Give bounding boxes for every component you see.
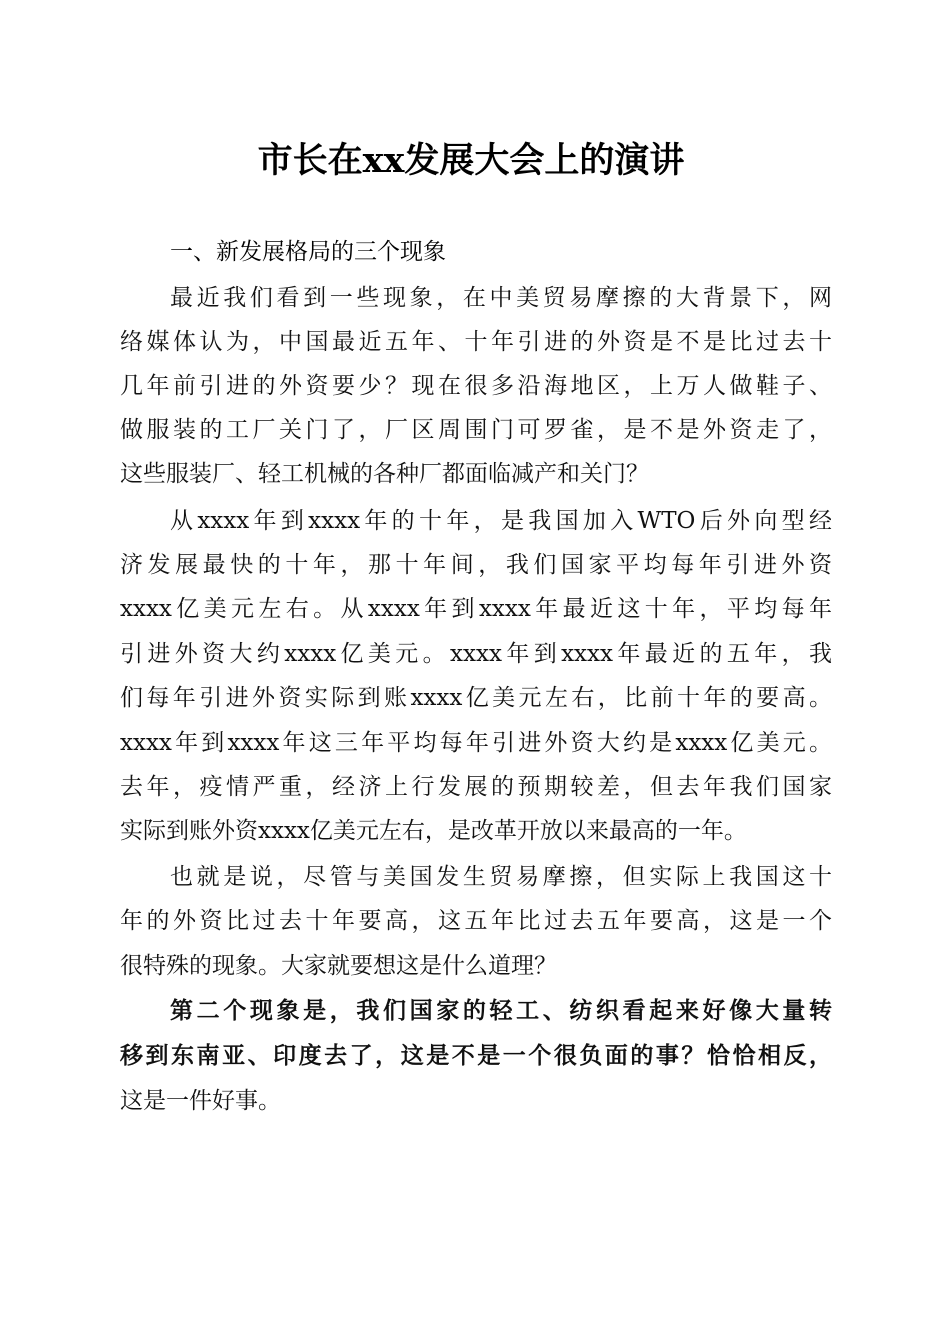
paragraph-line: xxxx年到xxxx年这三年平均每年引进外资大约是xxxx亿美元。	[120, 730, 832, 756]
paragraph-line: 这是一件好事。	[120, 1088, 281, 1114]
paragraph-line: xxxx亿美元左右。从xxxx年到xxxx年最近这十年，平均每年	[120, 596, 832, 622]
paragraph-line: 络媒体认为，中国最近五年、十年引进的外资是不是比过去十	[120, 329, 832, 355]
section-heading: 一、新发展格局的三个现象	[170, 239, 446, 265]
paragraph-line: 实际到账外资xxxx亿美元左右，是改革开放以来最高的一年。	[120, 818, 747, 844]
paragraph-line: 年的外资比过去十年要高，这五年比过去五年要高，这是一个	[120, 908, 832, 934]
paragraph-line: 几年前引进的外资要少？现在很多沿海地区，上万人做鞋子、	[120, 373, 832, 399]
paragraph-line: 这些服装厂、轻工机械的各种厂都面临减产和关门？	[120, 461, 649, 487]
paragraph-line: 也就是说，尽管与美国发生贸易摩擦，但实际上我国这十	[170, 864, 832, 890]
paragraph-line: 从xxxx年到xxxx年的十年，是我国加入WTO后外向型经	[170, 508, 832, 534]
paragraph-line: 引进外资大约xxxx亿美元。xxxx年到xxxx年最近的五年，我	[120, 641, 832, 667]
paragraph-line: 们每年引进外资实际到账xxxx亿美元左右，比前十年的要高。	[120, 685, 832, 711]
paragraph-line: 很特殊的现象。大家就要想这是什么道理？	[120, 953, 557, 979]
paragraph-line: 第二个现象是，我们国家的轻工、纺织看起来好像大量转	[170, 997, 832, 1024]
document-title: 市长在xx发展大会上的演讲	[257, 140, 685, 181]
paragraph-line: 移到东南亚、印度去了，这是不是一个很负面的事？恰恰相反，	[120, 1042, 832, 1069]
paragraph-line: 去年，疫情严重，经济上行发展的预期较差，但去年我们国家	[120, 774, 832, 800]
paragraph-line: 最近我们看到一些现象，在中美贸易摩擦的大背景下，网	[170, 285, 832, 311]
paragraph-line: 济发展最快的十年，那十年间，我们国家平均每年引进外资	[120, 552, 832, 578]
paragraph-line: 做服装的工厂关门了，厂区周围门可罗雀，是不是外资走了，	[120, 417, 832, 443]
